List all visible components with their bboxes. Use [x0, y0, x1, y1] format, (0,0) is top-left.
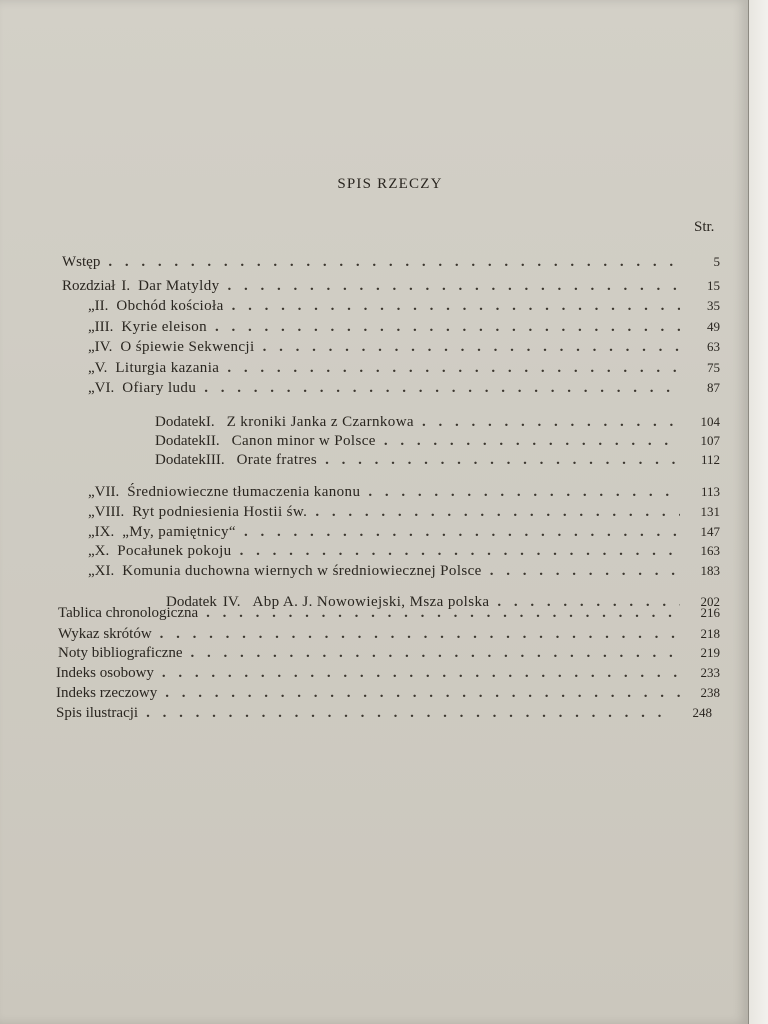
entry-title: Kyrie eleison	[121, 319, 208, 335]
entry-label: Noty bibliograficzne	[58, 645, 183, 661]
page-number: 219	[700, 645, 720, 660]
entry-label: Wykaz skrótów	[58, 626, 152, 642]
entry-title: Komunia duchowna wiernych w średniowiecznej Polsce	[122, 563, 482, 579]
leader-dots	[165, 683, 680, 703]
page-number: 112	[700, 452, 720, 467]
toc-entry	[56, 703, 712, 723]
leader-dots	[215, 317, 680, 337]
page-number: 49	[707, 319, 720, 334]
ditto-mark: „	[88, 339, 95, 355]
page-number: 218	[700, 626, 720, 641]
page-number: 147	[700, 524, 720, 539]
page-number: 216	[700, 605, 720, 620]
entry-title: Z kroniki Janka z Czarnkowa	[226, 414, 414, 430]
entry-number: II.	[94, 298, 109, 314]
entry-label: Tablica chronologiczna	[58, 605, 199, 621]
entry-number: X.	[94, 543, 110, 559]
entry-title: O śpiewie Sekwencji	[120, 339, 255, 355]
page-number: 35	[707, 298, 720, 313]
ditto-mark: „	[88, 380, 95, 396]
entry-number: II.	[205, 433, 220, 449]
entry-title: Pocałunek pokoju	[117, 543, 232, 559]
toc-entry	[88, 561, 720, 581]
page-number: 107	[700, 433, 720, 448]
leader-dots	[228, 276, 680, 296]
page-number: 131	[700, 504, 720, 519]
entry-title: „My, pamiętnicy“	[122, 524, 236, 540]
entry-title: Obchód kościoła	[116, 298, 224, 314]
entry-number: XI.	[94, 563, 115, 579]
ditto-mark: „	[88, 484, 95, 500]
ditto-mark: „	[88, 563, 95, 579]
toc-entry	[56, 683, 720, 703]
leader-dots	[204, 378, 680, 398]
entry-title: Abp A. J. Nowowiejski, Msza polska	[252, 594, 490, 610]
entry-number: VIII.	[94, 504, 125, 520]
adjacent-page-edge	[748, 0, 768, 1024]
entry-number: V.	[94, 360, 108, 376]
toc-entry	[155, 450, 720, 470]
entry-prefix: Dodatek	[155, 452, 206, 468]
page-number: 183	[700, 563, 720, 578]
entry-label: Spis ilustracji	[56, 705, 139, 721]
toc-entry	[88, 541, 720, 561]
toc-entry	[58, 603, 720, 623]
entry-prefix: Dodatek	[155, 414, 206, 430]
page-number: 202	[700, 594, 720, 609]
leader-dots	[108, 252, 680, 272]
ditto-mark: „	[88, 360, 95, 376]
entry-number: VII.	[94, 484, 120, 500]
toc-entry	[88, 317, 720, 337]
leader-dots	[325, 450, 680, 470]
toc-entry	[155, 412, 720, 432]
page-column-label: Str.	[694, 219, 715, 235]
leader-dots	[263, 337, 680, 357]
page-number: 113	[700, 484, 720, 499]
leader-dots	[384, 431, 680, 451]
toc-entry	[56, 663, 720, 683]
leader-dots	[227, 358, 680, 378]
entry-number: VI.	[94, 380, 115, 396]
leader-dots	[368, 482, 680, 502]
ditto-mark: „	[88, 504, 95, 520]
page-number: 248	[692, 705, 712, 720]
toc-entry	[88, 337, 720, 357]
entry-number: IX.	[94, 524, 115, 540]
toc-entry	[88, 296, 720, 316]
entry-title: Liturgia kazania	[115, 360, 220, 376]
leader-dots	[240, 541, 680, 561]
entry-number: III.	[205, 452, 225, 468]
page-number: 104	[700, 414, 720, 429]
entry-number: III.	[94, 319, 114, 335]
entry-number: IV.	[94, 339, 113, 355]
leader-dots	[422, 412, 680, 432]
page-number: 5	[713, 254, 720, 269]
toc-entry	[88, 502, 720, 522]
toc-entry	[58, 643, 720, 663]
entry-title: Canon minor w Polsce	[231, 433, 376, 449]
page-number: 87	[707, 380, 720, 395]
toc-entry	[62, 276, 720, 296]
ditto-mark: „	[88, 319, 95, 335]
ditto-mark: „	[88, 543, 95, 559]
entry-label: Wstęp	[62, 254, 101, 270]
entry-number: I.	[205, 414, 215, 430]
page-number: 233	[700, 665, 720, 680]
entry-title: Orate fratres	[236, 452, 318, 468]
leader-dots	[191, 643, 680, 663]
toc-entry	[62, 252, 720, 272]
leader-dots	[146, 703, 672, 723]
entry-title: Średniowieczne tłumaczenia kanonu	[127, 484, 361, 500]
entry-title: Ofiary ludu	[122, 380, 197, 396]
toc-entry	[88, 482, 720, 502]
entry-title: Ryt podniesienia Hostii św.	[132, 504, 308, 520]
leader-dots	[490, 561, 680, 581]
entry-prefix: Dodatek	[155, 433, 206, 449]
toc-entry	[88, 378, 720, 398]
toc-entry	[88, 522, 720, 542]
leader-dots	[160, 624, 680, 644]
leader-dots	[206, 603, 680, 623]
page-number: 15	[707, 278, 720, 293]
leader-dots	[232, 296, 680, 316]
entry-label: Indeks rzeczowy	[56, 685, 158, 701]
entry-title: Dar Matyldy	[138, 278, 220, 294]
entry-prefix: Rozdział	[62, 278, 116, 294]
toc-entry	[58, 624, 720, 644]
entry-prefix: Dodatek	[166, 594, 217, 610]
toc-entry	[155, 431, 720, 451]
leader-dots	[162, 663, 680, 683]
toc-entry	[88, 358, 720, 378]
ditto-mark: „	[88, 298, 95, 314]
page-number: 163	[700, 543, 720, 558]
entry-number: I.	[121, 278, 131, 294]
entry-number: IV.	[222, 594, 241, 610]
page-number: 75	[707, 360, 720, 375]
leader-dots	[244, 522, 680, 542]
page-title: SPIS RZECZY	[337, 176, 443, 192]
leader-dots	[315, 502, 680, 522]
page-number: 238	[700, 685, 720, 700]
entry-label: Indeks osobowy	[56, 665, 154, 681]
page-number: 63	[707, 339, 720, 354]
ditto-mark: „	[88, 524, 95, 540]
